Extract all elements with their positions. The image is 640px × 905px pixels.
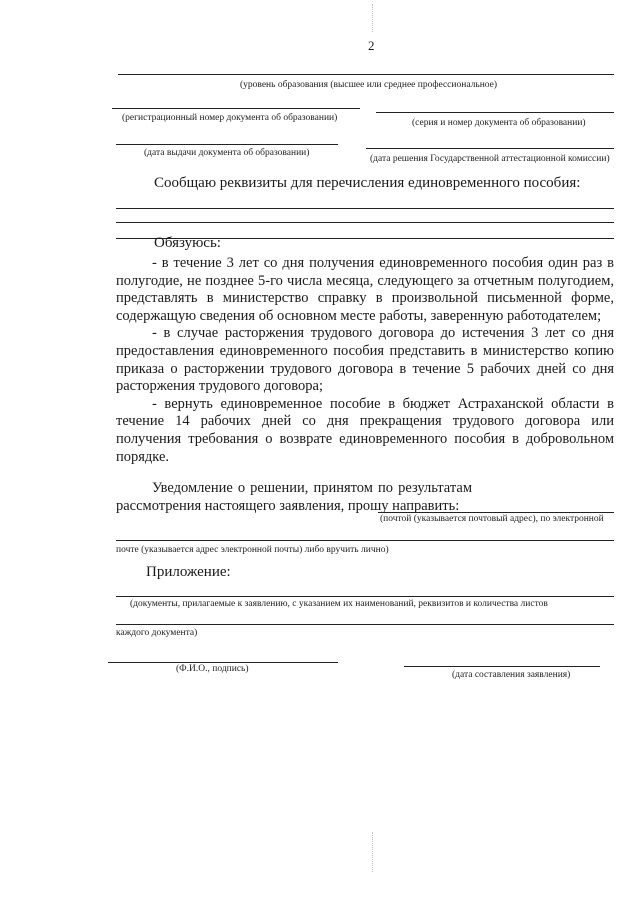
attachment-caption-1: (документы, прилагаемые к заявлению, с указанием их наименований, реквизитов и количества листов xyxy=(130,599,548,609)
obligations-list xyxy=(116,255,614,466)
obligation-item-2: - в случае расторжения трудового договора до истечения 3 лет со дня предоставления единовременного пособия представить в министерство копию приказа о расторжении трудового договора в течение 5 рабочих дней со дня расторжения трудового договора; xyxy=(116,325,614,395)
notification-caption-1: (почтой (указывается почтовый адрес), по электронной xyxy=(380,514,604,524)
doc-series-number-caption: (серия и номер документа об образовании) xyxy=(412,118,586,128)
requisites-line-1[interactable] xyxy=(116,208,614,209)
education-level-caption: (уровень образования (высшее или среднее профессиональное) xyxy=(240,80,498,90)
notification-text: Уведомление о решении, принятом по результатам рассмотрения настоящего заявления, прошу направить: xyxy=(116,480,472,514)
obligation-item-3: - вернуть единовременное пособие в бюджет Астраханской области в течение 14 рабочих дней со дня прекращения трудового договора или получения требования о возврате единовременного пособия в добровольном порядке. xyxy=(116,395,614,465)
attachment-line-2[interactable] xyxy=(116,624,614,625)
notification-method-field-2[interactable] xyxy=(116,540,614,541)
doc-reg-number-caption: (регистрационный номер документа об образовании) xyxy=(122,113,338,123)
scan-artifact-bottom xyxy=(372,832,374,872)
requisites-line-2[interactable] xyxy=(116,222,614,223)
notification-caption-2: почте (указывается адрес электронной почты) либо вручить лично) xyxy=(116,545,389,555)
obligation-item-1: - в течение 3 лет со дня получения единовременного пособия один раз в полугодие, не позднее 5-го числа месяца, следующего за отчетным полугодием, представлять в министерство справку в произвольной письменной форме, содержащую сведения об основном месте работы, заверенную работодателем; xyxy=(116,255,614,324)
attachment-line-1[interactable] xyxy=(116,596,614,597)
requisites-heading: Сообщаю реквизиты для перечисления единовременного пособия: xyxy=(154,175,581,191)
doc-issue-date-caption: (дата выдачи документа об образовании) xyxy=(144,148,310,158)
attachment-heading: Приложение: xyxy=(146,564,231,580)
scan-artifact-top xyxy=(372,4,374,32)
page-number: 2 xyxy=(368,38,375,53)
fio-signature-field[interactable] xyxy=(108,662,338,663)
education-level-field[interactable] xyxy=(118,74,614,75)
gac-decision-date-field[interactable] xyxy=(366,148,614,149)
doc-issue-date-field[interactable] xyxy=(116,144,338,145)
doc-series-number-field[interactable] xyxy=(376,112,614,113)
obligations-heading: Обязуюсь: xyxy=(154,235,221,251)
application-date-caption: (дата составления заявления) xyxy=(452,670,571,680)
notification-method-field[interactable] xyxy=(378,512,614,513)
attachment-caption-2: каждого документа) xyxy=(116,628,198,638)
doc-reg-number-field[interactable] xyxy=(112,108,360,109)
application-date-field[interactable] xyxy=(404,666,600,667)
fio-caption: (Ф.И.О., подпись) xyxy=(176,664,249,674)
gac-decision-date-caption: (дата решения Государственной аттестационной комиссии) xyxy=(370,154,610,164)
